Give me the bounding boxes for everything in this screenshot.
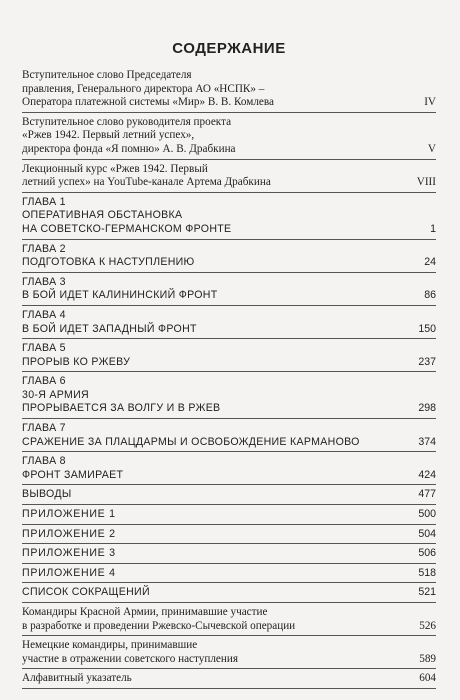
toc-entry-title: [22, 342, 418, 369]
toc-entry-title: [22, 375, 418, 416]
toc-page-number: 24: [424, 256, 436, 269]
toc-entry-line: ГЛАВА 3: [22, 275, 66, 288]
toc-entry-title: [22, 455, 418, 482]
toc-entry[interactable]: [22, 567, 436, 584]
toc-entry-title: [22, 69, 424, 110]
toc-page-number: 506: [418, 547, 436, 560]
toc-page-number: 500: [418, 508, 436, 521]
toc-entry-line: правления, Генерального директора АО «НСПК» –: [22, 82, 265, 95]
toc-entry-line: СПИСОК СОКРАЩЕНИЙ: [22, 586, 150, 599]
toc-entry-line: ПРИЛОЖЕНИЕ 2: [22, 527, 116, 540]
toc-page-number: 424: [418, 468, 436, 481]
toc-entry-line: ГЛАВА 5: [22, 342, 66, 355]
toc-entry-title: [22, 488, 418, 502]
toc-page-number: 150: [418, 322, 436, 335]
toc-list: [22, 69, 436, 689]
toc-page-number: 518: [418, 566, 436, 579]
toc-entry-title: [22, 163, 417, 190]
toc-page-number: 1: [430, 222, 436, 235]
toc-entry[interactable]: [22, 547, 436, 564]
toc-page-number: 604: [419, 672, 436, 685]
toc-entry-title: [22, 508, 418, 522]
toc-entry-line: ПРИЛОЖЕНИЕ 4: [22, 566, 116, 579]
toc-entry-title: [22, 243, 424, 270]
toc-page-number: IV: [424, 96, 436, 109]
toc-entry-line: В БОЙ ИДЕТ КАЛИНИНСКИЙ ФРОНТ: [22, 289, 218, 302]
toc-entry[interactable]: [22, 455, 436, 485]
toc-page-number: V: [427, 142, 436, 155]
toc-entry[interactable]: [22, 276, 436, 306]
toc-page: [22, 0, 436, 692]
toc-entry[interactable]: [22, 375, 436, 419]
page-title: СОДЕРЖАНИЕ: [172, 40, 286, 57]
toc-entry[interactable]: [22, 672, 436, 689]
toc-entry[interactable]: [22, 639, 436, 669]
toc-entry-line: ПРИЛОЖЕНИЕ 1: [22, 508, 116, 521]
toc-entry[interactable]: [22, 586, 436, 603]
toc-entry-line: ГЛАВА 6: [22, 375, 66, 388]
toc-page-number: 526: [419, 619, 436, 632]
toc-entry-title: [22, 547, 418, 561]
toc-entry-line: Алфавитный указатель: [22, 672, 132, 685]
toc-entry-line: ФРОНТ ЗАМИРАЕТ: [22, 468, 124, 481]
toc-entry-line: директора фонда «Я помню» А. В. Драбкина: [22, 142, 236, 155]
toc-entry-title: [22, 116, 428, 157]
toc-entry-line: ГЛАВА 7: [22, 422, 66, 435]
toc-entry-line: Вступительное слово руководителя проекта: [22, 115, 232, 128]
toc-entry-title: [22, 639, 419, 666]
toc-entry[interactable]: [22, 69, 436, 113]
toc-entry[interactable]: [22, 342, 436, 372]
toc-entry-title: [22, 606, 419, 633]
toc-entry-title: [22, 309, 418, 336]
toc-entry[interactable]: [22, 309, 436, 339]
toc-page-number: 589: [419, 652, 436, 665]
toc-entry-title: [22, 276, 424, 303]
toc-entry[interactable]: [22, 116, 436, 160]
toc-entry[interactable]: [22, 243, 436, 273]
toc-page-number: 298: [418, 402, 436, 415]
toc-page-number: 504: [418, 527, 436, 540]
toc-entry-line: летний успех» на YouTube-канале Артема Драбкина: [22, 176, 271, 189]
toc-entry[interactable]: [22, 488, 436, 505]
toc-entry-line: «Ржев 1942. Первый летний успех»,: [22, 129, 195, 142]
toc-entry-line: ГЛАВА 8: [22, 455, 66, 468]
toc-entry[interactable]: [22, 422, 436, 452]
toc-entry-title: [22, 672, 419, 686]
toc-entry-title: [22, 528, 418, 542]
toc-entry-line: В БОЙ ИДЕТ ЗАПАДНЫЙ ФРОНТ: [22, 322, 197, 335]
toc-entry[interactable]: [22, 163, 436, 193]
toc-page-number: 374: [418, 435, 436, 448]
toc-entry[interactable]: [22, 528, 436, 545]
toc-entry-line: ПРОРЫВ КО РЖЕВУ: [22, 355, 131, 368]
toc-entry-line: 30-Я АРМИЯ: [22, 388, 90, 401]
toc-entry-line: ВЫВОДЫ: [22, 488, 72, 501]
toc-entry-line: ПОДГОТОВКА К НАСТУПЛЕНИЮ: [22, 256, 195, 269]
toc-entry-title: [22, 586, 418, 600]
toc-entry-line: СРАЖЕНИЕ ЗА ПЛАЦДАРМЫ И ОСВОБОЖДЕНИЕ КАРМАНОВО: [22, 435, 360, 448]
toc-entry-line: Лекционный курс «Ржев 1942. Первый: [22, 162, 208, 175]
toc-entry-line: ГЛАВА 1: [22, 195, 66, 208]
toc-entry-line: Командиры Красной Армии, принимавшие участие: [22, 606, 268, 618]
toc-entry-line: Оператора платежной системы «Мир» В. В. Комлева: [22, 96, 274, 109]
toc-entry-line: ПРОРЫВАЕТСЯ ЗА ВОЛГУ И В РЖЕВ: [22, 402, 221, 415]
toc-page-number: 521: [418, 586, 436, 599]
toc-entry[interactable]: [22, 508, 436, 525]
toc-entry-title: [22, 196, 430, 237]
toc-entry-line: Вступительное слово Председателя: [22, 69, 192, 81]
toc-entry-title: [22, 422, 418, 449]
toc-entry-line: Немецкие командиры, принимавшие: [22, 639, 198, 652]
toc-entry[interactable]: [22, 196, 436, 240]
toc-entry[interactable]: [22, 606, 436, 636]
toc-entry-line: ГЛАВА 2: [22, 242, 66, 255]
toc-entry-line: в разработке и проведении Ржевско-Сычевской операции: [22, 619, 296, 632]
toc-entry-title: [22, 567, 418, 581]
toc-page-number: 237: [418, 355, 436, 368]
toc-entry-line: ГЛАВА 4: [22, 308, 66, 321]
toc-entry-line: участие в отражении советского наступления: [22, 652, 239, 665]
toc-entry-line: ПРИЛОЖЕНИЕ 3: [22, 547, 116, 560]
toc-page-number: 86: [424, 289, 436, 302]
toc-page-number: 477: [418, 488, 436, 501]
toc-page-number: VIII: [416, 176, 436, 189]
toc-entry-line: ОПЕРАТИВНАЯ ОБСТАНОВКА: [22, 209, 183, 222]
toc-entry-line: НА СОВЕТСКО-ГЕРМАНСКОМ ФРОНТЕ: [22, 222, 232, 235]
